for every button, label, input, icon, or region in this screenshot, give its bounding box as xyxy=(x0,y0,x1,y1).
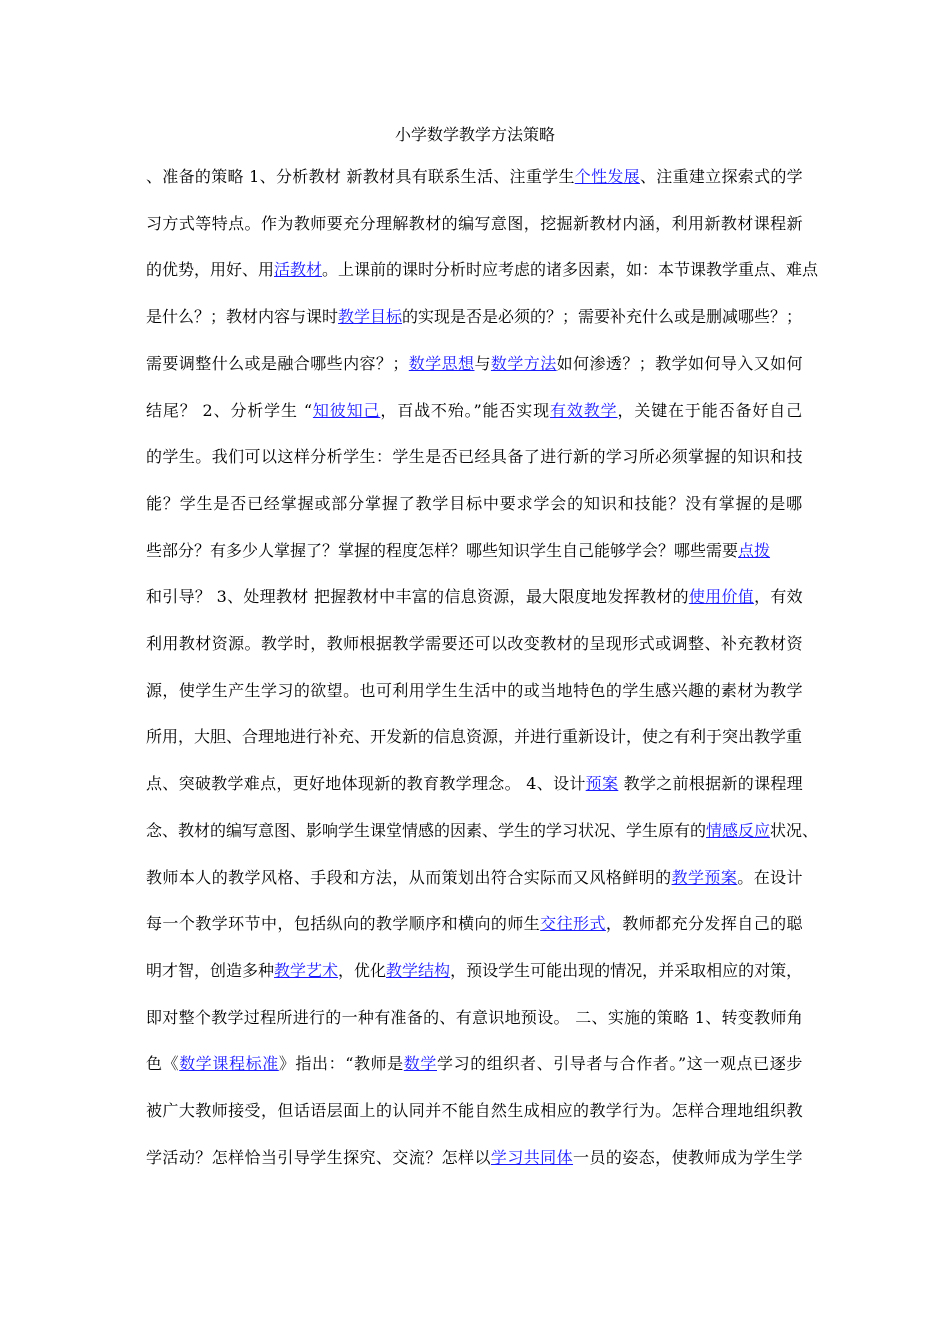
paragraph-line xyxy=(146,1147,803,1169)
paragraph-line xyxy=(146,166,803,188)
text-run: 点、突破教学难点，更好地体现新的教育教学理念。 4、设计 xyxy=(146,774,586,793)
text-run: 源，使学生产生学习的欲望。也可利用学生生活中的或当地特色的学生感兴趣的素材为教学 xyxy=(146,681,804,700)
text-run: 每一个教学环节中，包括纵向的教学顺序和横向的师生 xyxy=(146,914,541,933)
inline-link[interactable]: 学习共同体 xyxy=(490,1148,574,1167)
paragraph-line xyxy=(146,1053,803,1075)
inline-link[interactable]: 有效教学 xyxy=(550,401,618,420)
text-run: 能？学生是否已经掌握或部分掌握了教学目标中要求学会的知识和技能？没有掌握的是哪 xyxy=(146,494,803,513)
paragraph-line xyxy=(146,1007,803,1029)
paragraph-line xyxy=(146,726,802,748)
text-run: 利用教材资源。教学时，教师根据教学需要还可以改变教材的呈现形式或调整、补充教材资 xyxy=(146,634,804,653)
text-run: 》指出：“教师是 xyxy=(278,1054,404,1073)
inline-link[interactable]: 使用价值 xyxy=(688,587,755,606)
paragraph-line xyxy=(146,960,802,982)
text-run: 、注重建立探索式的学 xyxy=(639,167,803,186)
text-run: 明才智，创造多种 xyxy=(146,961,275,980)
text-run: 与 xyxy=(474,354,491,373)
inline-link[interactable]: 数学 xyxy=(403,1054,437,1073)
paragraph-line xyxy=(146,633,803,655)
text-run: 的学生。我们可以这样分析学生：学生是否已经具备了进行新的学习所必须掌握的知识和技 xyxy=(146,447,804,466)
inline-link[interactable]: 数学课程标准 xyxy=(179,1054,279,1073)
paragraph-line xyxy=(146,259,818,281)
text-run: 和引导？ 3、处理教材 把握教材中丰富的信息资源，最大限度地发挥教材的 xyxy=(146,587,689,606)
text-run: 念、教材的编写意图、影响学生课堂情感的因素、学生的学习状况、学生原有的 xyxy=(146,821,707,840)
paragraph-line xyxy=(146,540,770,562)
text-run: 教师本人的教学风格、手段和方法，从而策划出符合实际而又风格鲜明的 xyxy=(146,868,672,887)
text-run: 被广大教师接受，但话语层面上的认同并不能自然生成相应的教学行为。怎样合理地组织教 xyxy=(146,1101,804,1120)
inline-link[interactable]: 教学结构 xyxy=(386,961,451,980)
text-run: 所用，大胆、合理地进行补充、开发新的信息资源，并进行重新设计，使之有利于突出教学重 xyxy=(146,727,803,746)
inline-link[interactable]: 教学艺术 xyxy=(274,961,339,980)
paragraph-line xyxy=(146,213,803,235)
text-run: 学习的组织者、引导者与合作者。”这一观点已逐步 xyxy=(437,1054,803,1073)
text-run: ，关键在于能否备好自己 xyxy=(617,401,803,420)
paragraph-line xyxy=(146,586,803,608)
text-run: 教学之前根据新的课程理 xyxy=(618,774,803,793)
inline-link[interactable]: 情感反应 xyxy=(706,821,771,840)
text-run: 结尾？ 2、分析学生 “ xyxy=(146,401,313,420)
text-run: 如何渗透？；教学如何导入又如何 xyxy=(556,354,803,373)
text-run: 一员的姿态，使教师成为学生学 xyxy=(573,1148,803,1167)
inline-link[interactable]: 交往形式 xyxy=(540,914,606,933)
text-run: 、准备的策略 1、分析教材 新教材具有联系生活、注重学生 xyxy=(146,167,575,186)
paragraph-line xyxy=(146,820,818,842)
inline-link[interactable]: 数学思想 xyxy=(408,354,475,373)
inline-link[interactable]: 预案 xyxy=(585,774,619,793)
text-run: 学活动？怎样恰当引导学生探究、交流？怎样以 xyxy=(146,1148,491,1167)
inline-link[interactable]: 数学方法 xyxy=(490,354,557,373)
text-run: ，百战不殆。”能否实现 xyxy=(380,401,551,420)
text-run: 状况、 xyxy=(770,821,819,840)
text-run: 。上课前的课时分析时应考虑的诸多因素，如：本节课教学重点、难点 xyxy=(322,260,819,279)
text-run: 需要调整什么或是融合哪些内容？； xyxy=(146,354,409,373)
paragraph-line xyxy=(146,680,803,702)
text-run: 的优势，用好、用 xyxy=(146,260,275,279)
text-run: ，优化 xyxy=(338,961,387,980)
text-run: 些部分？有多少人掌握了？掌握的程度怎样？哪些知识学生自己能够学会？哪些需要 xyxy=(146,541,739,560)
paragraph-line xyxy=(146,913,803,935)
inline-link[interactable]: 活教材 xyxy=(274,260,323,279)
inline-link[interactable]: 点拨 xyxy=(738,541,771,560)
paragraph-line xyxy=(146,400,803,422)
text-run: ，预设学生可能出现的情况，并采取相应的对策， xyxy=(450,961,803,980)
paragraph-line xyxy=(146,867,803,889)
text-run: 即对整个教学过程所进行的一种有准备的、有意识地预设。 二、实施的策略 1、转变教师角 xyxy=(146,1008,803,1027)
text-run: ，有效 xyxy=(754,587,803,606)
text-run: 色《 xyxy=(146,1054,180,1073)
text-run: 是什么？；教材内容与课时 xyxy=(146,307,339,326)
text-run: 的实现是否是必须的？；需要补充什么或是删减哪些？； xyxy=(402,307,803,326)
inline-link[interactable]: 教学目标 xyxy=(338,307,403,326)
paragraph-line xyxy=(146,306,802,328)
inline-link[interactable]: 知彼知己 xyxy=(312,401,381,420)
inline-link[interactable]: 个性发展 xyxy=(574,167,640,186)
paragraph-line xyxy=(146,493,803,515)
inline-link[interactable]: 教学预案 xyxy=(671,868,738,887)
paragraph-line xyxy=(146,446,803,468)
text-run: 习方式等特点。作为教师要充分理解教材的编写意图，挖掘新教材内涵，利用新教材课程新 xyxy=(146,214,804,233)
document-title: 小学数学教学方法策略 xyxy=(394,125,555,144)
text-run: ，教师都充分发挥自己的聪 xyxy=(605,914,803,933)
paragraph-line xyxy=(146,353,803,375)
paragraph-line xyxy=(146,1100,803,1122)
paragraph-line xyxy=(146,773,803,795)
text-run: 。在设计 xyxy=(737,868,803,887)
